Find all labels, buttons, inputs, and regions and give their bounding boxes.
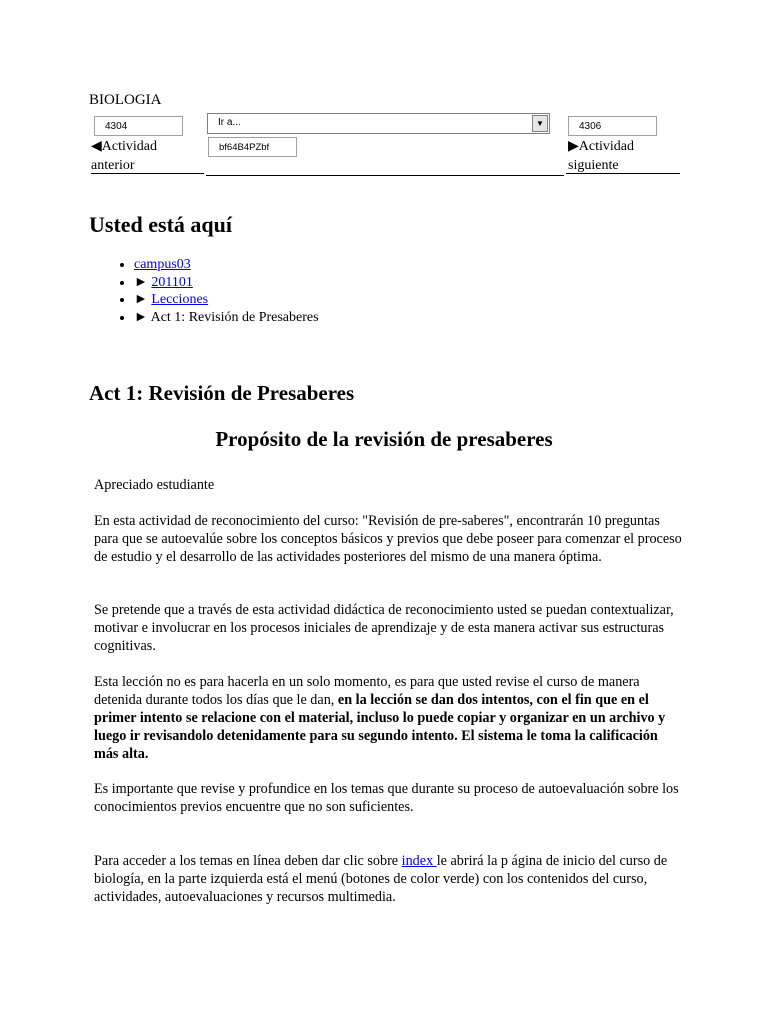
next-activity-id-field[interactable]: 4306: [568, 116, 657, 136]
prev-activity-link[interactable]: [91, 137, 157, 175]
access-paragraph: [94, 852, 684, 906]
breadcrumb-link-lessons[interactable]: Lecciones: [151, 292, 209, 307]
index-link[interactable]: index: [401, 853, 437, 869]
next-activity-label-1: Actividad: [578, 139, 634, 154]
breadcrumb-link-campus[interactable]: campus03: [134, 257, 191, 272]
prev-activity-id-field[interactable]: 4304: [94, 116, 183, 136]
course-title: BIOLOGIA: [89, 92, 162, 108]
next-activity-label-2: siguiente: [568, 158, 619, 173]
breadcrumb: [112, 256, 319, 326]
importance-paragraph: Es importante que revise y profundice en los temas que durante su proceso de autoevaluación sobre los conocimientos previos encuentre que no son suficientes.: [94, 781, 679, 815]
next-divider: [566, 173, 680, 174]
intro-paragraph: En esta actividad de reconocimiento del curso: "Revisión de pre-saberes", encontrarán 10 preguntas para que se autoevalúe sobre los conceptos básicos y previos que debe poseer para comenzar el proceso de estudio y el desarrollo de las actividades posteriores del mismo de una manera óptima.: [94, 513, 682, 565]
prev-activity-label-1: Actividad: [101, 139, 157, 154]
attempts-paragraph: [94, 673, 684, 763]
jump-divider: [206, 175, 564, 176]
breadcrumb-separator-icon: ►: [134, 309, 151, 325]
attempts-text: Esta lección no es para hacerla en un solo momento, es para que usted revise el curso de manera detenida durante todos los días que le dan,: [94, 674, 640, 708]
session-key-field[interactable]: bf64B4PZbf: [208, 137, 297, 157]
attempts-bold-text: en la lección se dan dos intentos, con el fin que en el primer intento se relacione con el material, incluso lo puede copiar y organizar en un archivo y luego ir revisandolo detenidamente para su segundo intento. El sistema le toma la calificación más alta.: [94, 692, 666, 762]
jump-to-select[interactable]: [207, 113, 550, 134]
purpose-paragraph: Se pretende que a través de esta actividad didáctica de reconocimiento usted se puedan contextualizar, motivar e involucrar en los procesos iniciales de aprendizaje y de esta manera activar sus estructuras cognitivas.: [94, 602, 674, 654]
breadcrumb-item: [134, 274, 319, 292]
prev-arrow-icon: ◀: [91, 139, 102, 154]
purpose-title: Propósito de la revisión de presaberes: [215, 427, 553, 451]
access-text-after: le abrirá la p ágina de inicio del curso de biología, en la parte izquierda está el menú (botones de color verde) con los contenidos del curso, actividades, autoevaluaciones y recursos multimedia.: [94, 853, 668, 905]
breadcrumb-item: [134, 291, 319, 309]
chevron-down-icon[interactable]: ▼: [532, 115, 548, 132]
breadcrumb-separator-icon: ►: [134, 292, 152, 307]
breadcrumb-item: [134, 309, 319, 327]
next-arrow-icon: ▶: [568, 139, 579, 154]
breadcrumb-current: Act 1: Revisión de Presaberes: [150, 309, 319, 325]
greeting: Apreciado estudiante: [94, 477, 215, 493]
breadcrumb-item: [134, 256, 319, 274]
breadcrumb-separator-icon: ►: [134, 274, 152, 290]
prev-divider: [91, 173, 204, 174]
prev-activity-label-2: anterior: [91, 158, 135, 173]
access-text-before: Para acceder a los temas en línea deben dar clic sobre: [94, 853, 402, 869]
breadcrumb-link-course[interactable]: 201101: [151, 274, 193, 290]
next-activity-link[interactable]: [568, 137, 634, 175]
breadcrumb-heading: Usted está aquí: [89, 212, 233, 237]
activity-title: Act 1: Revisión de Presaberes: [89, 381, 355, 405]
jump-to-select-value: Ir a...: [218, 117, 241, 128]
